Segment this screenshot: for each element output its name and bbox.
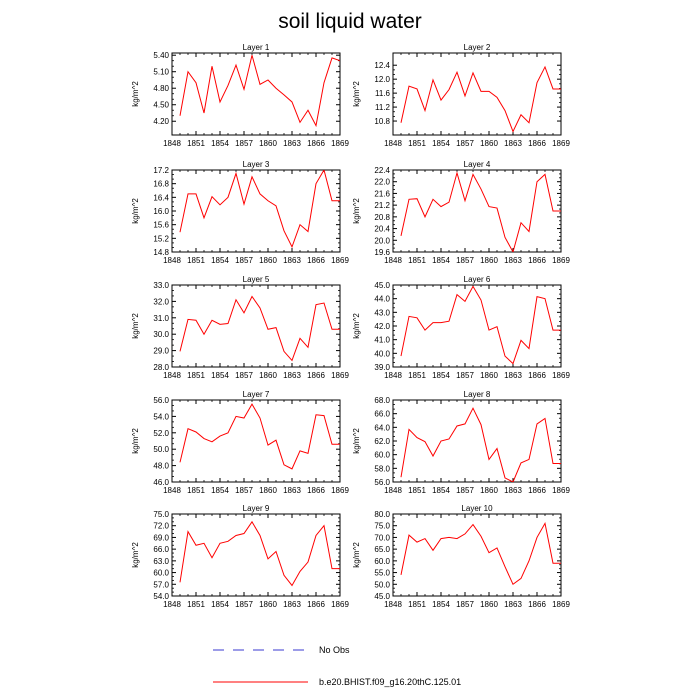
x-tick-label: 1860 <box>480 486 498 495</box>
x-tick-label: 1848 <box>384 371 402 380</box>
panel-layer-4 <box>352 160 570 265</box>
x-tick-label: 1860 <box>480 371 498 380</box>
y-tick-label: 21.2 <box>374 201 390 211</box>
y-tick-label: 30.0 <box>153 330 169 340</box>
y-tick-label: 60.0 <box>374 556 390 566</box>
y-tick-label: 22.4 <box>374 166 390 175</box>
y-tick-label: 45.0 <box>374 281 390 290</box>
x-tick-label: 1860 <box>480 139 498 148</box>
plot-frame <box>172 285 340 367</box>
plot-frame <box>393 400 561 482</box>
y-axis-label: kg/m^2 <box>131 198 140 224</box>
y-tick-label: 80.0 <box>374 510 390 519</box>
y-tick-label: 54.0 <box>153 412 169 422</box>
panel-layer-8 <box>352 390 570 495</box>
plot-frame <box>393 514 561 596</box>
y-tick-label: 62.0 <box>374 437 390 446</box>
x-tick-label: 1854 <box>211 486 229 495</box>
series-line <box>401 67 561 132</box>
x-tick-label: 1863 <box>283 371 301 380</box>
y-tick-label: 60.0 <box>374 450 390 460</box>
y-tick-label: 50.0 <box>153 445 169 455</box>
panel-layer-1 <box>131 43 349 148</box>
y-tick-label: 63.0 <box>153 556 169 566</box>
x-tick-label: 1854 <box>432 256 450 265</box>
y-tick-label: 17.2 <box>153 166 169 175</box>
series-line <box>180 55 340 125</box>
panel-title: Layer 6 <box>463 275 491 284</box>
series-line <box>401 173 561 252</box>
legend-obs-label: No Obs <box>319 645 350 655</box>
x-tick-label: 1851 <box>187 600 205 609</box>
y-axis-label: kg/m^2 <box>352 198 361 224</box>
x-tick-label: 1863 <box>504 600 522 609</box>
x-tick-label: 1851 <box>187 139 205 148</box>
y-axis-label: kg/m^2 <box>352 81 361 107</box>
x-tick-label: 1857 <box>235 600 253 609</box>
x-tick-label: 1851 <box>187 486 205 495</box>
panel-layer-7 <box>131 390 349 495</box>
x-tick-label: 1854 <box>211 139 229 148</box>
x-tick-label: 1869 <box>331 600 349 609</box>
x-tick-label: 1863 <box>504 486 522 495</box>
panel-title: Layer 2 <box>463 43 491 52</box>
y-tick-label: 12.4 <box>374 61 390 71</box>
x-tick-label: 1854 <box>211 256 229 265</box>
y-tick-label: 45.0 <box>374 592 390 601</box>
y-tick-label: 75.0 <box>374 521 390 531</box>
x-tick-label: 1848 <box>163 371 181 380</box>
panel-title: Layer 9 <box>242 504 270 513</box>
y-tick-label: 57.0 <box>153 580 169 590</box>
y-tick-label: 20.4 <box>374 224 390 234</box>
y-tick-label: 69.0 <box>153 533 169 543</box>
x-tick-label: 1854 <box>211 371 229 380</box>
y-tick-label: 22.0 <box>374 177 390 187</box>
y-tick-label: 31.0 <box>153 313 169 323</box>
x-tick-label: 1863 <box>504 256 522 265</box>
series-line <box>401 523 561 584</box>
series-line <box>401 408 561 482</box>
y-tick-label: 39.0 <box>374 363 390 372</box>
y-tick-label: 16.8 <box>153 179 169 189</box>
y-tick-label: 15.2 <box>153 234 169 244</box>
x-tick-label: 1854 <box>432 139 450 148</box>
x-tick-label: 1851 <box>187 371 205 380</box>
plot-frame <box>172 514 340 596</box>
y-tick-label: 75.0 <box>153 510 169 519</box>
x-tick-label: 1851 <box>408 600 426 609</box>
y-axis-label: kg/m^2 <box>131 81 140 107</box>
series-line <box>180 522 340 586</box>
x-tick-label: 1863 <box>283 600 301 609</box>
x-tick-label: 1860 <box>480 256 498 265</box>
x-tick-label: 1866 <box>307 139 325 148</box>
x-tick-label: 1854 <box>432 371 450 380</box>
y-tick-label: 40.0 <box>374 349 390 359</box>
y-tick-label: 54.0 <box>153 592 169 601</box>
y-tick-label: 12.0 <box>374 75 390 85</box>
x-tick-label: 1848 <box>384 256 402 265</box>
y-tick-label: 52.0 <box>153 428 169 438</box>
plot-frame <box>172 400 340 482</box>
series-line <box>401 286 561 363</box>
x-tick-label: 1869 <box>552 139 570 148</box>
y-axis-label: kg/m^2 <box>131 313 140 339</box>
panel-layer-5 <box>131 275 349 380</box>
y-tick-label: 20.8 <box>374 212 390 222</box>
plot-frame <box>172 170 340 252</box>
y-tick-label: 4.80 <box>153 84 169 94</box>
series-line <box>180 296 340 360</box>
x-tick-label: 1857 <box>456 600 474 609</box>
y-axis-label: kg/m^2 <box>352 542 361 568</box>
y-tick-label: 56.0 <box>374 478 390 487</box>
x-tick-label: 1863 <box>283 256 301 265</box>
y-tick-label: 55.0 <box>374 568 390 578</box>
x-tick-label: 1851 <box>408 256 426 265</box>
x-tick-label: 1851 <box>408 486 426 495</box>
x-tick-label: 1869 <box>331 486 349 495</box>
x-tick-label: 1848 <box>163 256 181 265</box>
panel-title: Layer 3 <box>242 160 270 169</box>
x-tick-label: 1857 <box>235 371 253 380</box>
legend <box>213 645 461 687</box>
y-tick-label: 21.6 <box>374 189 390 199</box>
figure-title: soil liquid water <box>278 10 422 33</box>
y-tick-label: 11.6 <box>375 89 390 99</box>
x-tick-label: 1860 <box>480 600 498 609</box>
y-tick-label: 4.50 <box>153 100 169 110</box>
y-tick-label: 19.6 <box>374 248 390 257</box>
y-tick-label: 48.0 <box>153 461 169 471</box>
y-tick-label: 29.0 <box>153 346 169 356</box>
y-tick-label: 20.0 <box>374 236 390 246</box>
x-tick-label: 1851 <box>408 371 426 380</box>
x-tick-label: 1851 <box>408 139 426 148</box>
x-tick-label: 1860 <box>259 256 277 265</box>
x-tick-label: 1860 <box>259 139 277 148</box>
x-tick-label: 1848 <box>384 486 402 495</box>
y-tick-label: 66.0 <box>153 545 169 555</box>
x-tick-label: 1848 <box>163 139 181 148</box>
y-tick-label: 14.8 <box>153 248 169 257</box>
x-tick-label: 1848 <box>163 600 181 609</box>
x-tick-label: 1860 <box>259 486 277 495</box>
panel-layer-6 <box>352 275 570 380</box>
y-tick-label: 41.0 <box>374 335 390 345</box>
y-axis-label: kg/m^2 <box>131 542 140 568</box>
plot-frame <box>393 285 561 367</box>
x-tick-label: 1857 <box>456 486 474 495</box>
x-tick-label: 1869 <box>552 256 570 265</box>
x-tick-label: 1866 <box>528 600 546 609</box>
x-tick-label: 1863 <box>283 139 301 148</box>
x-tick-label: 1866 <box>528 256 546 265</box>
x-tick-label: 1866 <box>307 486 325 495</box>
x-tick-label: 1866 <box>528 486 546 495</box>
x-tick-label: 1848 <box>163 486 181 495</box>
y-tick-label: 46.0 <box>153 478 169 487</box>
y-tick-label: 60.0 <box>153 568 169 578</box>
y-tick-label: 42.0 <box>374 322 390 331</box>
y-tick-label: 43.0 <box>374 308 390 318</box>
x-tick-label: 1851 <box>187 256 205 265</box>
y-axis-label: kg/m^2 <box>352 313 361 339</box>
y-tick-label: 15.6 <box>153 220 169 230</box>
x-tick-label: 1857 <box>456 139 474 148</box>
y-tick-label: 44.0 <box>374 294 390 304</box>
y-tick-label: 56.0 <box>153 396 169 405</box>
x-tick-label: 1863 <box>504 371 522 380</box>
x-tick-label: 1866 <box>528 371 546 380</box>
y-tick-label: 68.0 <box>374 396 390 405</box>
x-tick-label: 1860 <box>259 600 277 609</box>
y-tick-label: 32.0 <box>153 297 169 307</box>
series-line <box>180 404 340 469</box>
panel-title: Layer 4 <box>463 160 491 169</box>
y-tick-label: 33.0 <box>153 281 169 290</box>
x-tick-label: 1854 <box>432 486 450 495</box>
panel-layer-10 <box>352 504 570 609</box>
x-tick-label: 1869 <box>552 486 570 495</box>
y-axis-label: kg/m^2 <box>131 428 140 454</box>
x-tick-label: 1869 <box>552 371 570 380</box>
x-tick-label: 1869 <box>331 371 349 380</box>
x-tick-label: 1863 <box>504 139 522 148</box>
legend-model-label: b.e20.BHIST.f09_g16.20thC.125.01 <box>319 677 462 687</box>
x-tick-label: 1863 <box>283 486 301 495</box>
x-tick-label: 1869 <box>331 256 349 265</box>
y-tick-label: 65.0 <box>374 545 390 555</box>
y-tick-label: 70.0 <box>374 533 390 543</box>
panel-title: Layer 7 <box>242 390 270 399</box>
x-tick-label: 1857 <box>235 139 253 148</box>
x-tick-label: 1866 <box>307 600 325 609</box>
x-tick-label: 1857 <box>456 256 474 265</box>
y-tick-label: 50.0 <box>374 580 390 590</box>
x-tick-label: 1869 <box>331 139 349 148</box>
x-tick-label: 1848 <box>384 600 402 609</box>
x-tick-label: 1848 <box>384 139 402 148</box>
y-tick-label: 16.0 <box>153 207 169 216</box>
panel-title: Layer 1 <box>242 43 270 52</box>
x-tick-label: 1857 <box>235 256 253 265</box>
x-tick-label: 1854 <box>211 600 229 609</box>
panel-title: Layer 8 <box>463 390 491 399</box>
panel-layer-3 <box>131 160 349 265</box>
y-tick-label: 5.40 <box>153 51 169 61</box>
y-tick-label: 58.0 <box>374 464 390 474</box>
x-tick-label: 1866 <box>307 256 325 265</box>
panel-title: Layer 5 <box>242 275 270 284</box>
x-tick-label: 1860 <box>259 371 277 380</box>
x-tick-label: 1854 <box>432 600 450 609</box>
y-tick-label: 66.0 <box>374 409 390 419</box>
y-axis-label: kg/m^2 <box>352 428 361 454</box>
x-tick-label: 1857 <box>456 371 474 380</box>
panel-layer-9 <box>131 504 349 609</box>
plot-frame <box>393 53 561 135</box>
panel-title: Layer 10 <box>461 504 493 513</box>
y-tick-label: 4.20 <box>153 117 169 127</box>
x-tick-label: 1866 <box>528 139 546 148</box>
y-tick-label: 28.0 <box>153 363 169 372</box>
x-tick-label: 1857 <box>235 486 253 495</box>
y-tick-label: 16.4 <box>153 193 169 203</box>
x-tick-label: 1869 <box>552 600 570 609</box>
y-tick-label: 5.10 <box>153 67 169 77</box>
y-tick-label: 11.2 <box>375 103 390 113</box>
y-tick-label: 10.8 <box>374 117 390 127</box>
y-tick-label: 72.0 <box>153 521 169 531</box>
x-tick-label: 1866 <box>307 371 325 380</box>
y-tick-label: 64.0 <box>374 423 390 433</box>
panel-layer-2 <box>352 43 570 148</box>
panels <box>131 43 570 609</box>
series-line <box>180 170 340 247</box>
